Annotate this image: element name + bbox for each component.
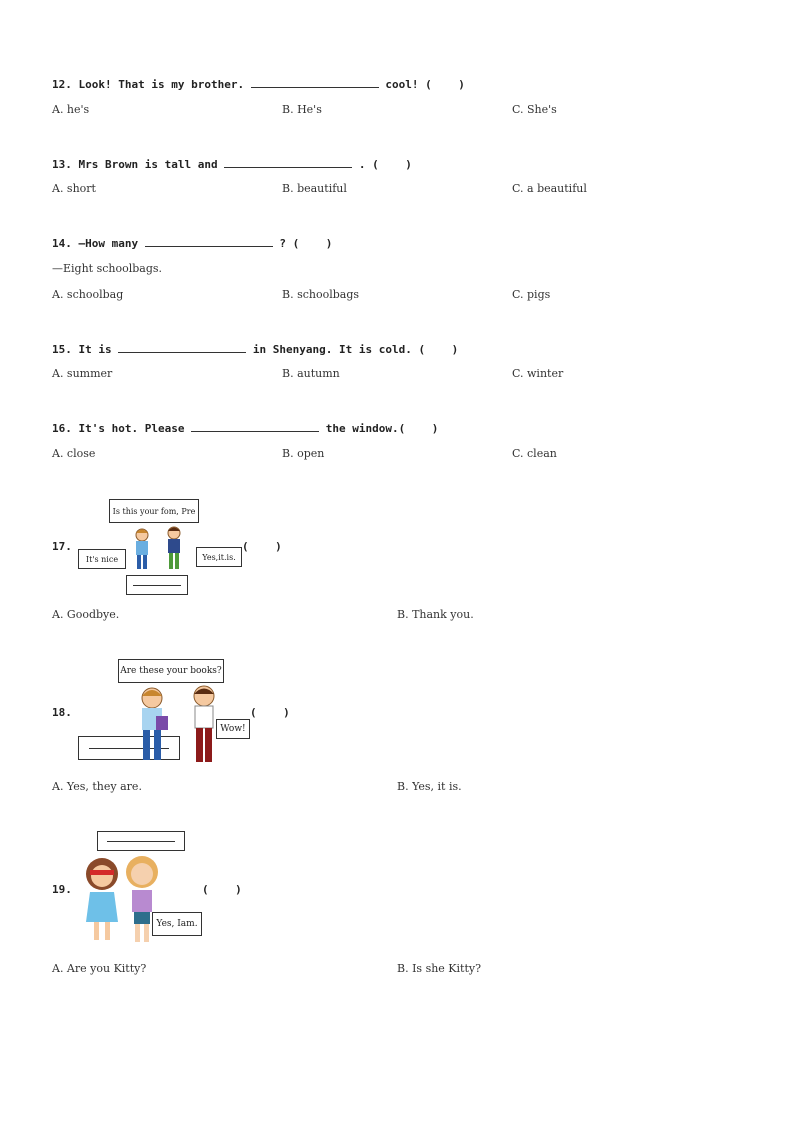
answer-blank[interactable] xyxy=(224,157,352,168)
option-b[interactable]: B. open xyxy=(282,447,325,460)
dialogue-illustration xyxy=(78,828,204,948)
answer-blank[interactable] xyxy=(145,236,273,247)
answer-bubble[interactable] xyxy=(97,831,185,851)
answer-paren[interactable]: ( ) xyxy=(250,706,290,719)
option-a[interactable]: A. Yes, they are. xyxy=(52,780,142,793)
question-17-number: 17. xyxy=(52,540,72,553)
dialogue-illustration xyxy=(76,656,252,770)
answer-blank[interactable] xyxy=(191,421,319,432)
option-c[interactable]: C. She's xyxy=(512,103,557,116)
answer-paren[interactable]: ( ) xyxy=(242,540,282,553)
option-c[interactable]: C. winter xyxy=(512,367,564,380)
children-figures xyxy=(132,682,222,768)
speech-bubble: Yes, Iam. xyxy=(152,912,202,936)
question-13-stem: 13. Mrs Brown is tall and . ( ) xyxy=(52,158,412,171)
option-a[interactable]: A. short xyxy=(52,182,96,195)
option-b[interactable]: B. autumn xyxy=(282,367,340,380)
answer-blank[interactable] xyxy=(118,342,246,353)
option-a[interactable]: A. close xyxy=(52,447,96,460)
option-b[interactable]: B. Is she Kitty? xyxy=(397,962,481,975)
option-c[interactable]: C. a beautiful xyxy=(512,182,587,195)
speech-bubble: Yes,it.is. xyxy=(196,547,242,567)
option-a[interactable]: A. Are you Kitty? xyxy=(52,962,147,975)
option-b[interactable]: B. Yes, it is. xyxy=(397,780,462,793)
option-b[interactable]: B. beautiful xyxy=(282,182,347,195)
question-15-stem: 15. It is in Shenyang. It is cold. ( ) xyxy=(52,343,459,356)
children-figures xyxy=(128,523,192,575)
speech-bubble: Is this your fom, Pre xyxy=(109,499,199,523)
option-b[interactable]: B. schoolbags xyxy=(282,288,360,301)
girls-figures xyxy=(78,852,170,948)
option-c[interactable]: C. clean xyxy=(512,447,557,460)
option-a[interactable]: A. Goodbye. xyxy=(52,608,120,621)
question-12-stem: 12. Look! That is my brother. cool! ( ) xyxy=(52,78,465,91)
option-b[interactable]: B. Thank you. xyxy=(397,608,474,621)
question-14-stem: 14. —How many ? ( ) xyxy=(52,237,333,250)
question-19-number: 19. xyxy=(52,883,72,896)
question-18-number: 18. xyxy=(52,706,72,719)
speech-bubble: Are these your books? xyxy=(118,659,224,683)
option-a[interactable]: A. summer xyxy=(52,367,113,380)
answer-blank[interactable] xyxy=(251,77,379,88)
speech-bubble: It's nice xyxy=(78,549,126,569)
answer-bubble[interactable] xyxy=(126,575,188,595)
dialogue-illustration xyxy=(76,497,246,597)
option-c[interactable]: C. pigs xyxy=(512,288,551,301)
answer-line: —Eight schoolbags. xyxy=(52,262,163,275)
option-a[interactable]: A. he's xyxy=(52,103,90,116)
option-a[interactable]: A. schoolbag xyxy=(52,288,124,301)
answer-paren[interactable]: ( ) xyxy=(202,883,242,896)
option-b[interactable]: B. He's xyxy=(282,103,322,116)
speech-bubble: Wow! xyxy=(216,719,250,739)
question-16-stem: 16. It's hot. Please the window.( ) xyxy=(52,422,439,435)
